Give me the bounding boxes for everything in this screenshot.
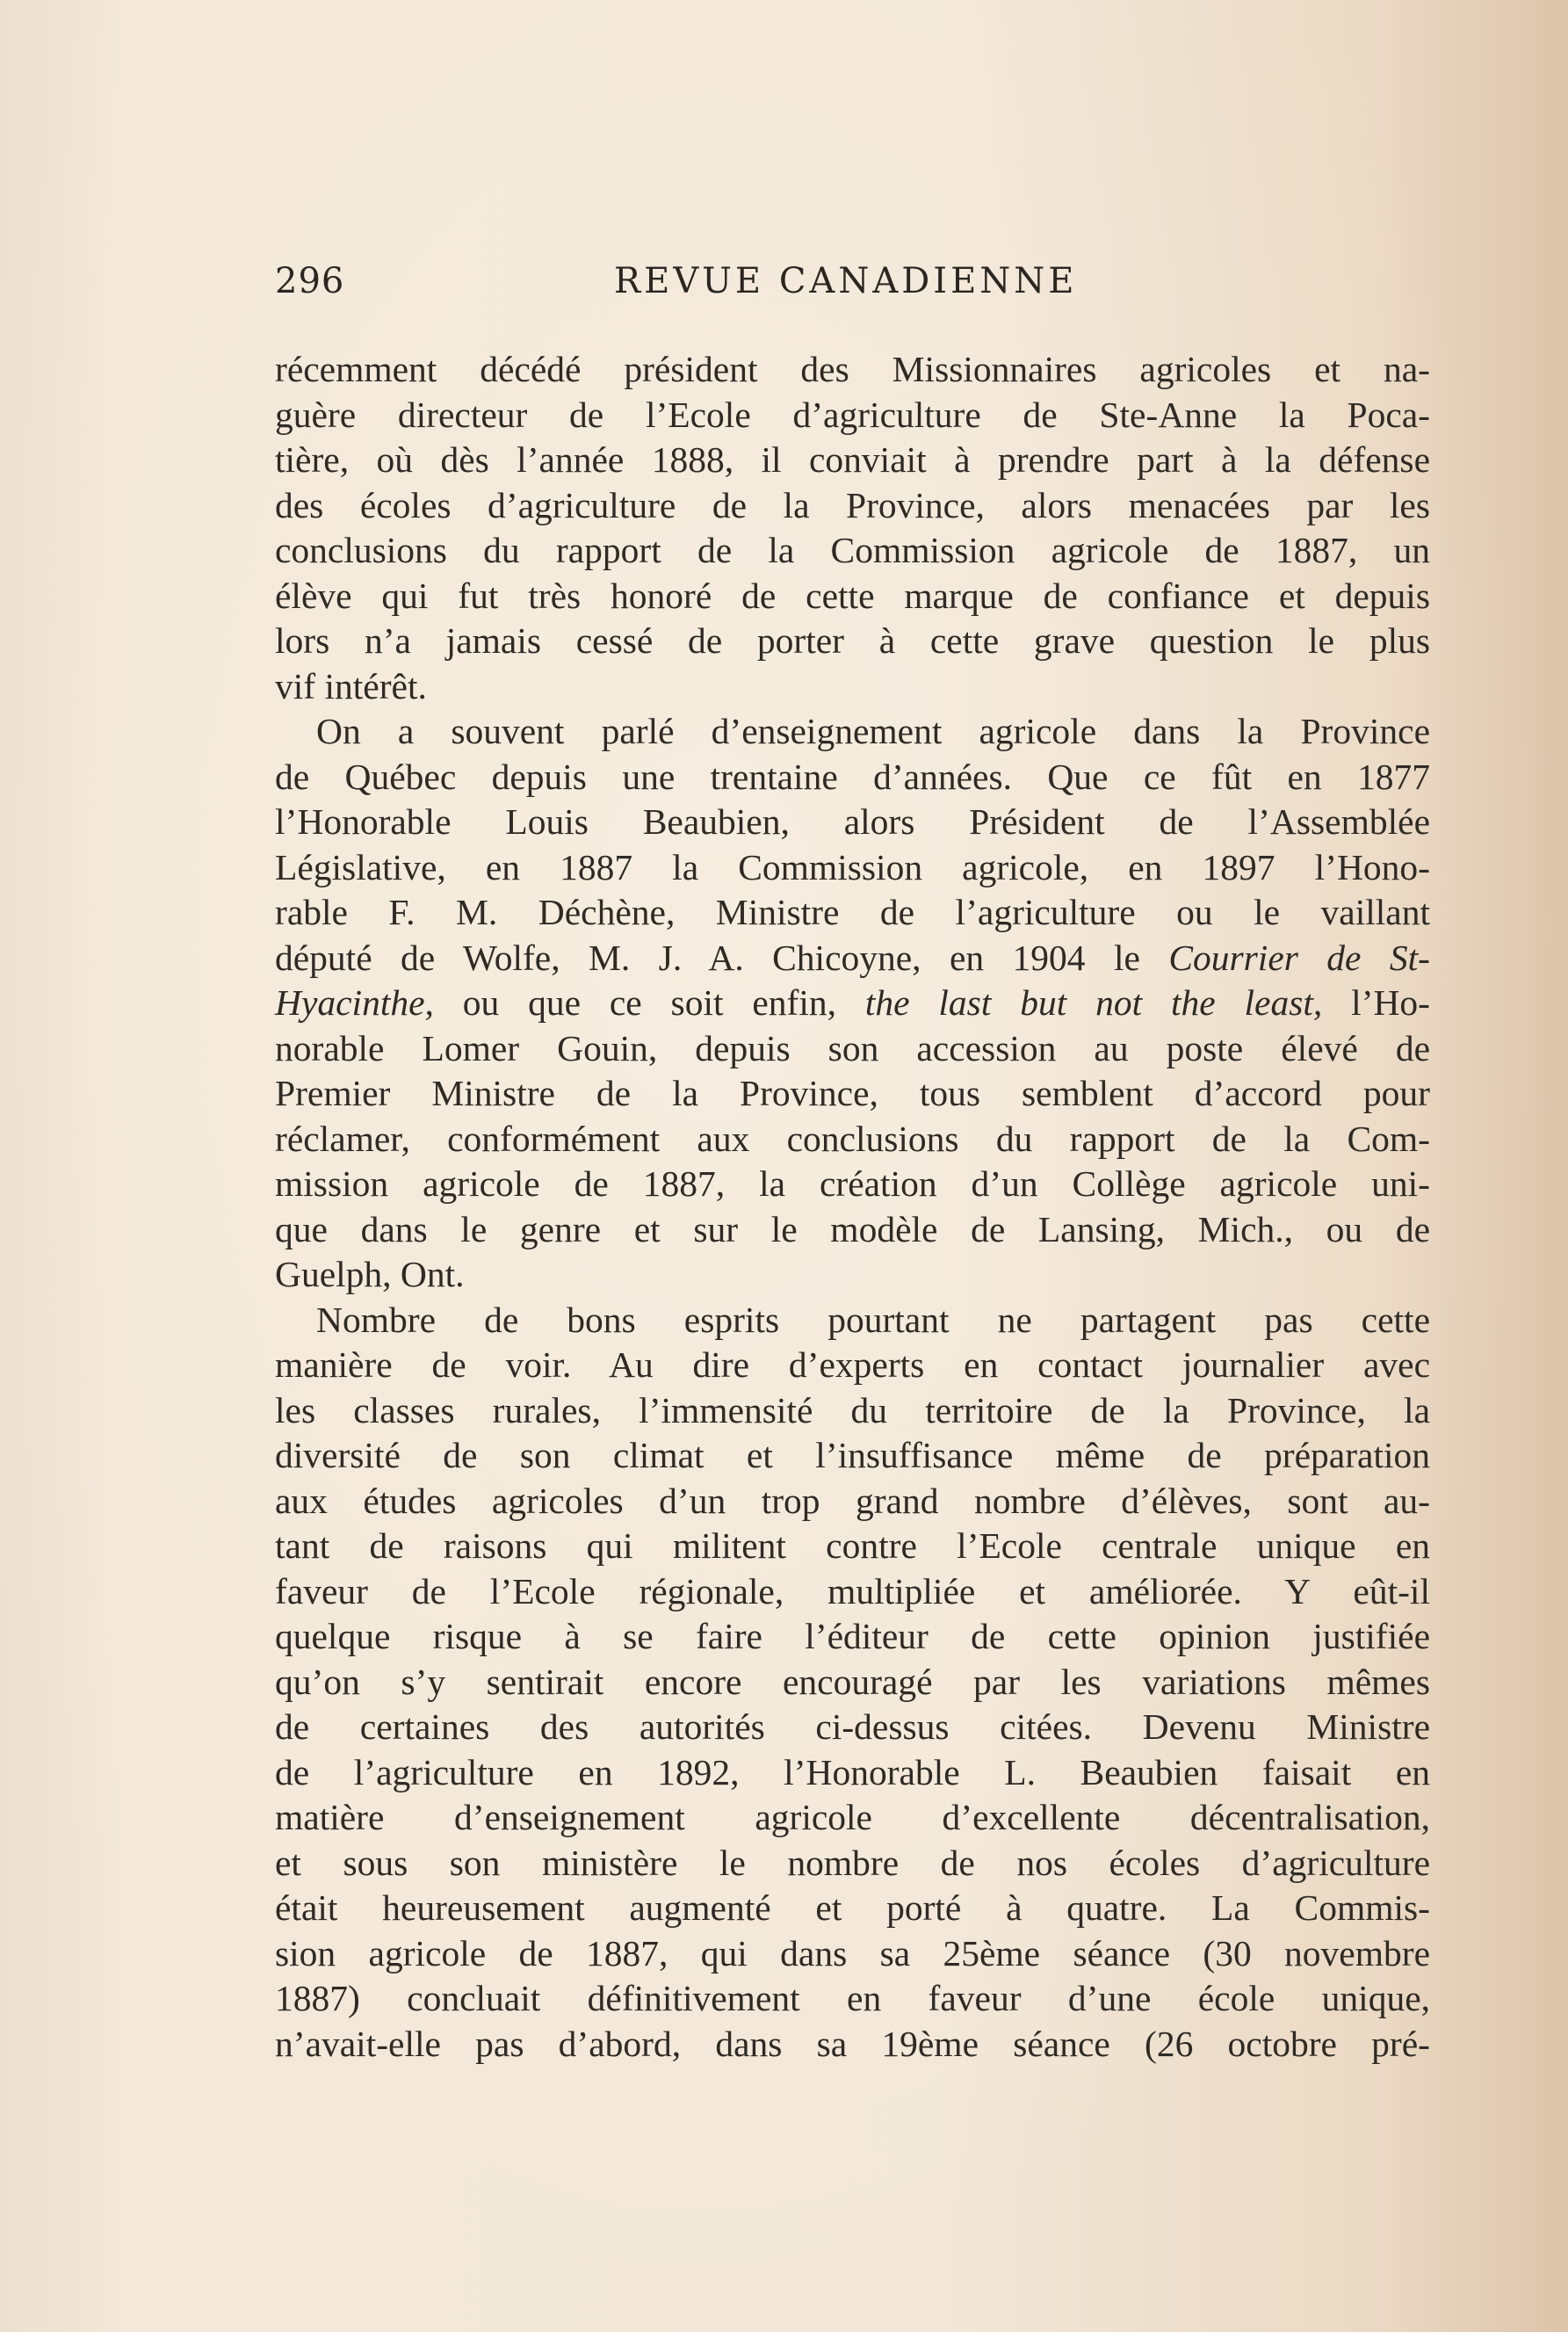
journal-title: REVUE CANADIENNE [614, 261, 1078, 301]
text-line: matière d’enseignement agricole d’excellente décentralisation, [275, 1797, 1430, 1837]
text-line: et sous son ministère le nombre de nos écoles d’agriculture [275, 1842, 1430, 1883]
text-line: était heureusement augmenté et porté à quatre. La Commis- [275, 1887, 1430, 1928]
text-line: rable F. M. Déchène, Ministre de l’agriculture ou le vaillant [275, 892, 1430, 932]
italic-title: Courrier de St- [1168, 937, 1430, 978]
text-line: de certaines des autorités ci-dessus citées. Devenu Ministre [275, 1706, 1430, 1747]
text-line: Nombre de bons esprits pourtant ne partagent pas cette [316, 1299, 1430, 1340]
text-line: que dans le genre et sur le modèle de Lansing, Mich., ou de [275, 1208, 1430, 1249]
text-line: de Québec depuis une trentaine d’années. Que ce fût en 1877 [275, 756, 1430, 797]
text-segment: ou que ce soit enfin, [433, 982, 865, 1023]
text-line: des écoles d’agriculture de la Province, alors menacées par les [275, 484, 1430, 525]
paragraph-2 [275, 709, 1430, 1298]
text-line: de l’agriculture en 1892, l’Honorable L. Beaubien faisait en [275, 1751, 1430, 1792]
text-line: manière de voir. Au dire d’experts en contact journalier avec [275, 1344, 1430, 1385]
text-line: diversité de son climat et l’insuffisance même de préparation [275, 1435, 1430, 1475]
text-line: tière, où dès l’année 1888, il conviait à prendre part à la défense [275, 439, 1430, 480]
text-line: conclusions du rapport de la Commission agricole de 1887, un [275, 530, 1430, 570]
text-line: n’avait-elle pas d’abord, dans sa 19ème séance (26 octobre pré- [275, 2023, 1430, 2064]
text-line: réclamer, conformément aux conclusions du rapport de la Com- [275, 1118, 1430, 1159]
paragraph-1 [275, 347, 1430, 709]
body-text [275, 347, 1430, 2067]
text-line: sion agricole de 1887, qui dans sa 25ème séance (30 novembre [275, 1932, 1430, 1974]
text-line: norable Lomer Gouin, depuis son accession au poste élevé de [275, 1027, 1430, 1068]
text-line: 1887) concluait définitivement en faveur d’une école unique, [275, 1978, 1430, 2018]
text-segment: député de Wolfe, M. J. A. Chicoyne, en 1904 le [275, 937, 1169, 978]
text-line: lors n’a jamais cessé de porter à cette grave question le plus [275, 620, 1430, 661]
text-line: faveur de l’Ecole régionale, multipliée et améliorée. Y eût-il [275, 1570, 1430, 1611]
text-line: On a souvent parlé d’enseignement agricole dans la Province [316, 711, 1430, 751]
text-line: Premier Ministre de la Province, tous semblent d’accord pour [275, 1073, 1430, 1113]
paragraph-3 [275, 1298, 1430, 2068]
page-number: 296 [275, 261, 345, 301]
text-line: quelque risque à se faire l’éditeur de cette opinion justifiée [275, 1616, 1430, 1656]
text-line: les classes rurales, l’immensité du territoire de la Province, la [275, 1389, 1430, 1430]
text-line: l’Honorable Louis Beaubien, alors Président de l’Assemblée [275, 801, 1430, 842]
text-line-with-italic [275, 981, 1430, 1026]
text-line: tant de raisons qui militent contre l’Ecole centrale unique en [275, 1525, 1430, 1566]
italic-title-cont: Hyacinthe, [275, 982, 434, 1023]
text-line: élève qui fut très honoré de cette marque de confiance et depuis [275, 575, 1430, 616]
text-segment: l’Ho- [1322, 982, 1430, 1023]
text-line: récemment décédé président des Missionnaires agricoles et na- [275, 349, 1430, 389]
text-line: guère directeur de l’Ecole d’agriculture de Ste-Anne la Poca- [275, 394, 1430, 435]
text-line: aux études agricoles d’un trop grand nombre d’élèves, sont au- [275, 1480, 1430, 1521]
text-line: Législative, en 1887 la Commission agricole, en 1897 l’Hono- [275, 846, 1430, 887]
running-head [275, 261, 1434, 314]
text-line-with-italic [275, 936, 1430, 981]
text-line: qu’on s’y sentirait encore encouragé par les variations mêmes [275, 1661, 1430, 1702]
text-line: Guelph, Ont. [275, 1254, 465, 1294]
italic-phrase: the last but not the least, [864, 982, 1323, 1023]
text-line: mission agricole de 1887, la création d’un Collège agricole uni- [275, 1163, 1430, 1204]
text-line: vif intérêt. [275, 665, 427, 706]
